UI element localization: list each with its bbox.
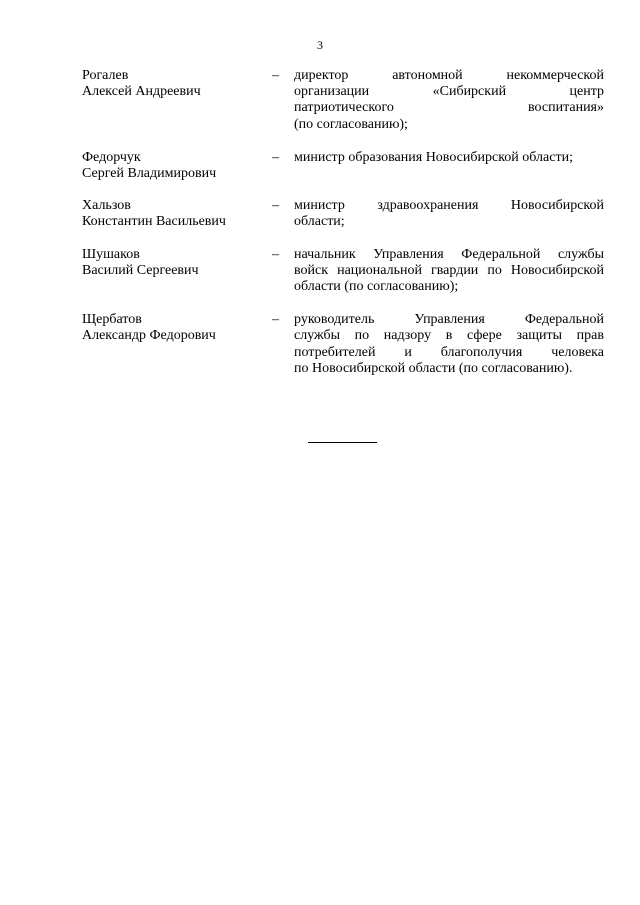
member-given-names: Константин Васильевич — [82, 214, 226, 230]
member-role-line: потребителей и благополучия человека — [294, 344, 604, 360]
member-role — [294, 312, 604, 377]
member-surname: Федорчук — [82, 149, 141, 165]
member-given-names: Александр Федорович — [82, 328, 216, 344]
member-name — [82, 247, 272, 279]
member-entry — [82, 198, 604, 230]
member-role-line: области (по согласованию); — [294, 279, 459, 295]
member-role-line: начальник Управления Федеральной службы — [294, 246, 604, 262]
separator-dash: – — [272, 246, 279, 262]
separator-dash: – — [272, 68, 279, 83]
member-role-line: министр здравоохранения Новосибирской — [294, 198, 604, 214]
member-role — [294, 68, 604, 133]
member-role-line: (по согласованию); — [294, 116, 408, 132]
member-role — [294, 198, 604, 230]
member-role-line: по Новосибирской области (по согласованию). — [294, 360, 573, 376]
member-name — [82, 198, 272, 230]
member-role-line: патриотического воспитания» — [294, 100, 604, 116]
member-entry — [82, 247, 604, 296]
member-role — [294, 150, 604, 166]
member-role-line: войск национальной гвардии по Новосибирской — [294, 262, 604, 278]
member-role — [294, 247, 604, 296]
member-surname: Рогалев — [82, 68, 129, 83]
member-surname: Шушаков — [82, 246, 140, 262]
member-given-names: Василий Сергеевич — [82, 262, 199, 278]
member-role-line: службы по надзору в сфере защиты прав — [294, 328, 604, 344]
member-role-line: министр образования Новосибирской области; — [294, 149, 573, 165]
member-entry — [82, 312, 604, 377]
page-number: 3 — [317, 38, 323, 52]
member-role-line: области; — [294, 214, 345, 230]
separator-dash: – — [272, 312, 279, 328]
separator-dash: – — [272, 198, 279, 214]
member-name — [82, 68, 272, 100]
member-role-line: организации «Сибирский центр — [294, 84, 604, 100]
separator-dash: – — [272, 149, 279, 165]
member-surname: Щербатов — [82, 312, 142, 328]
commission-member-list — [82, 68, 604, 393]
member-given-names: Сергей Владимирович — [82, 166, 217, 182]
member-entry — [82, 68, 604, 133]
member-entry — [82, 150, 604, 182]
member-role-line: директор автономной некоммерческой — [294, 68, 604, 83]
member-role-line: руководитель Управления Федеральной — [294, 312, 604, 328]
member-name — [82, 312, 272, 344]
end-of-list-rule — [308, 442, 377, 443]
member-given-names: Алексей Андреевич — [82, 84, 201, 100]
member-name — [82, 150, 272, 182]
member-surname: Хальзов — [82, 198, 131, 214]
